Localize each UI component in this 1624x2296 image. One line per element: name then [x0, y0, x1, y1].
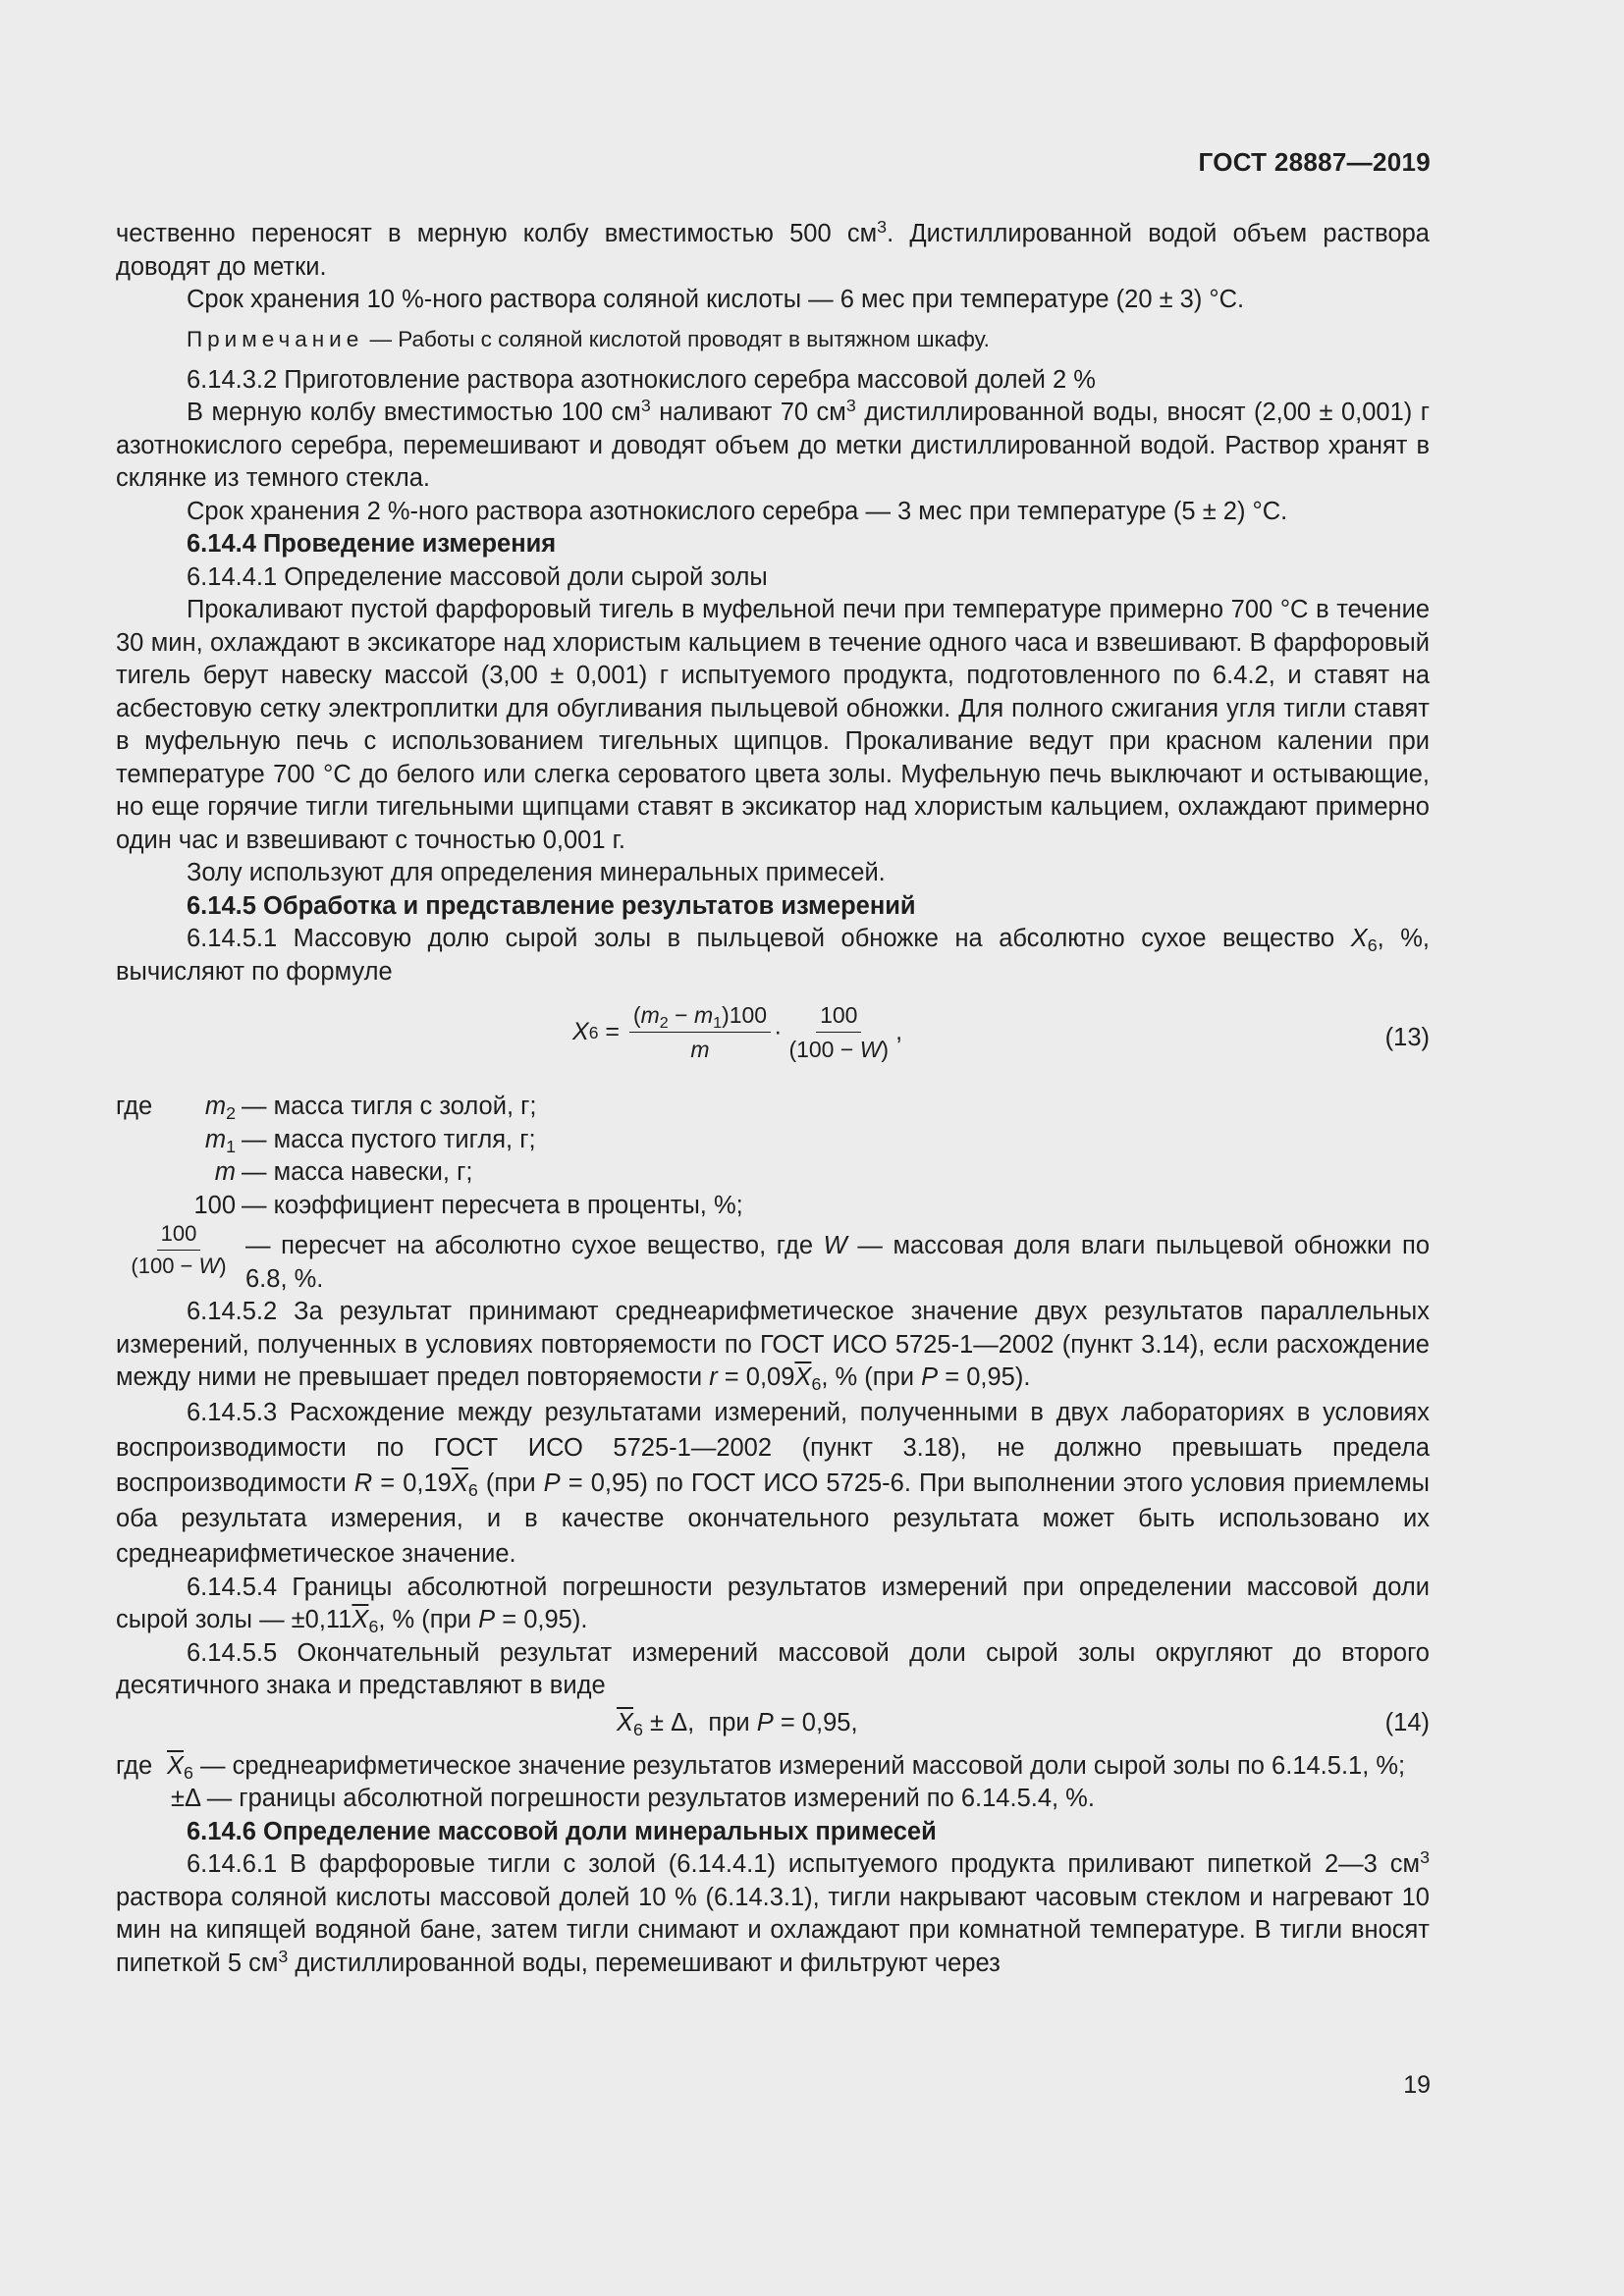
legend-formula-13	[116, 1091, 1430, 1296]
equation-number-13: (13)	[1384, 1024, 1430, 1051]
formula-13	[116, 996, 1430, 1087]
heading-6-14-5: 6.14.5 Обработка и представление результатов измерений	[187, 891, 916, 920]
heading-6-14-4: 6.14.4 Проведение измерения	[187, 530, 557, 558]
standard-header: ГОСТ 28887—2019	[1198, 147, 1431, 177]
legend-item: 100 — коэффициент пересчета в проценты, %;	[193, 1191, 743, 1219]
subsection-6-14-4-1: 6.14.4.1 Определение массовой доли сырой золы	[187, 562, 768, 591]
note-label: Примечание	[187, 326, 364, 351]
note: Примечание — Работы с соляной кислотой проводят в вытяжном шкафу.	[187, 326, 990, 351]
formula-13-expression: X 6 = $\frac{(m_2 - m_1)100}{m}$ · $\frac{100}{(100 - W)}$ ,	[572, 1002, 903, 1062]
legend-formula-14-item: ±Δ — границы абсолютной погрешности результатов измерений по 6.14.5.4, %.	[171, 1785, 1095, 1812]
formula-14	[116, 1707, 1430, 1746]
subsection-6-14-6-1: 6.14.6.1 В фарфоровые тигли с золой (6.14.4.1) испытуемого продукта приливают пипеткой 2—3 $см^3$ раствора соляной кислоты массовой долей 10 % (6.14.3.1), тигли накрывают часовым стеклом и нагревают 10 мин на кипящей водяной бане, затем тигли снимают и охлаждают при комнатной температуре. В тигли вносят пипеткой 5 $см^3$ дистиллированной воды, перемешивают и фильтруют через	[116, 1847, 1430, 1977]
subsection-6-14-3-2: 6.14.3.2 Приготовление раствора азотнокислого серебра массовой долей 2 %	[187, 365, 1096, 394]
paragraph-ash-use: Золу используют для определения минеральных примесей.	[187, 859, 886, 886]
paragraph-continuation: чественно переносят в мерную колбу вместимостью 500 $см^3$. Дистиллированной водой объем раствора доводят до метки.	[116, 217, 1430, 281]
paragraph-silver-nitrate: В мерную колбу вместимостью 100 $см^3$ наливают 70 $см^3$ дистиллированной воды, вносят (2,00 ± 0,001) г азотнокислого серебра, перемешивают и доводят объем до метки дистиллированной водой. Раствор хранят в склянке из темного стекла.	[116, 396, 1430, 492]
subsection-6-14-5-1: 6.14.5.1 Массовую долю сырой золы в пыльцевой обножке на абсолютно сухое вещество $X_6$, %, вычисляют по формуле	[116, 925, 1430, 986]
paragraph-storage-hcl: Срок хранения 10 %-ного раствора соляной кислоты — 6 мес при температуре (20 ± 3) °С.	[187, 286, 1245, 313]
legend-formula-14-item: где $\overline{X}_6$ — среднеарифметическое значение результатов измерений массовой доли сырой золы по 6.14.5.1, %;	[116, 1751, 1406, 1783]
subsection-6-14-5-2: 6.14.5.2 За результат принимают среднеарифметическое значение двух результатов параллельных измерений, полученных в условиях повторяемости по ГОСТ ИСО 5725-1—2002 (пункт 3.14), если расхождение между ними не превышает предел повторяемости $r = 0,09\overline{X}_6$, % (при P = 0,95).	[116, 1298, 1430, 1394]
subsection-6-14-5-5: 6.14.5.5 Окончательный результат измерений массовой доли сырой золы округляют до второго десятичного знака и представляют в виде	[116, 1638, 1430, 1699]
legend-item: где $m_2$ — масса тигля с золой, г;	[116, 1093, 537, 1123]
fraction-dry-basis: $\frac{100}{(100 - W)}$	[788, 1002, 890, 1062]
subsection-6-14-5-4: 6.14.5.4 Границы абсолютной погрешности результатов измерений при определении массовой доли сырой золы — $\pm 0,11\overline{X}_6$, % (при P = 0,95).	[116, 1573, 1430, 1636]
page-content	[116, 218, 1430, 1980]
legend-item: m — масса навески, г;	[214, 1158, 473, 1186]
page-number: 19	[1403, 2071, 1431, 2099]
formula-14-expression: $\overline{X}_6 \pm \Delta$, при P = 0,95,	[617, 1708, 858, 1739]
paragraph-calcination: Прокаливают пустой фарфоровый тигель в муфельной печи при температуре примерно 700 °С в течение 30 мин, охлаждают в эксикаторе над хлористым кальцием в течение одного часа и взвешивают. В фарфоровый тигель берут навеску массой (3,00 ± 0,001) г испытуемого продукта, подготовленного по 6.4.2, и ставят на асбестовую сетку электроплитки для обугливания пыльцевой обножки. Для полного сжигания угля тигли ставят в муфельную печь с использованием тигельных щипцов. Прокаливание ведут при красном калении при температуре 700 °С до белого или слегка сероватого цвета золы. Муфельную печь выключают и остывающие, но еще горячие тигли тигельными щипцами ставят в эксикатор над хлористым кальцием, охлаждают примерно один час и взвешивают с точностью 0,001 г.	[116, 596, 1430, 854]
legend-item: $m_1$ — масса пустого тигля, г;	[204, 1125, 536, 1156]
equation-number-14: (14)	[1384, 1708, 1430, 1736]
paragraph-storage-agno3: Срок хранения 2 %-ного раствора азотнокислого серебра — 3 мес при температуре (5 ± 2) °С.	[187, 497, 1288, 525]
subsection-6-14-5-3: 6.14.5.3 Расхождение между результатами измерений, полученными в двух лабораториях в условиях воспроизводимости по ГОСТ ИСО 5725-1—2002 (пункт 3.18), не должно превышать предела воспроизводимости $R = 0,19\overline{X}_6$ (при P = 0,95) по ГОСТ ИСО 5725-6. При выполнении этого условия приемлемы оба результата измерения, и в качестве окончательного результата может быть использовано их среднеарифметическое значение.	[116, 1398, 1430, 1568]
legend-item: $\frac{100}{(100 - W)}$ — пересчет на абсолютно сухое вещество, где W — массовая доля влаги пыльцевой обножки по 6.8, %.	[131, 1221, 1430, 1293]
fraction-mass-ratio: $\frac{(m_2 - m_1)100}{m}$	[629, 1002, 771, 1062]
heading-6-14-6: 6.14.6 Определение массовой доли минеральных примесей	[187, 1817, 937, 1845]
